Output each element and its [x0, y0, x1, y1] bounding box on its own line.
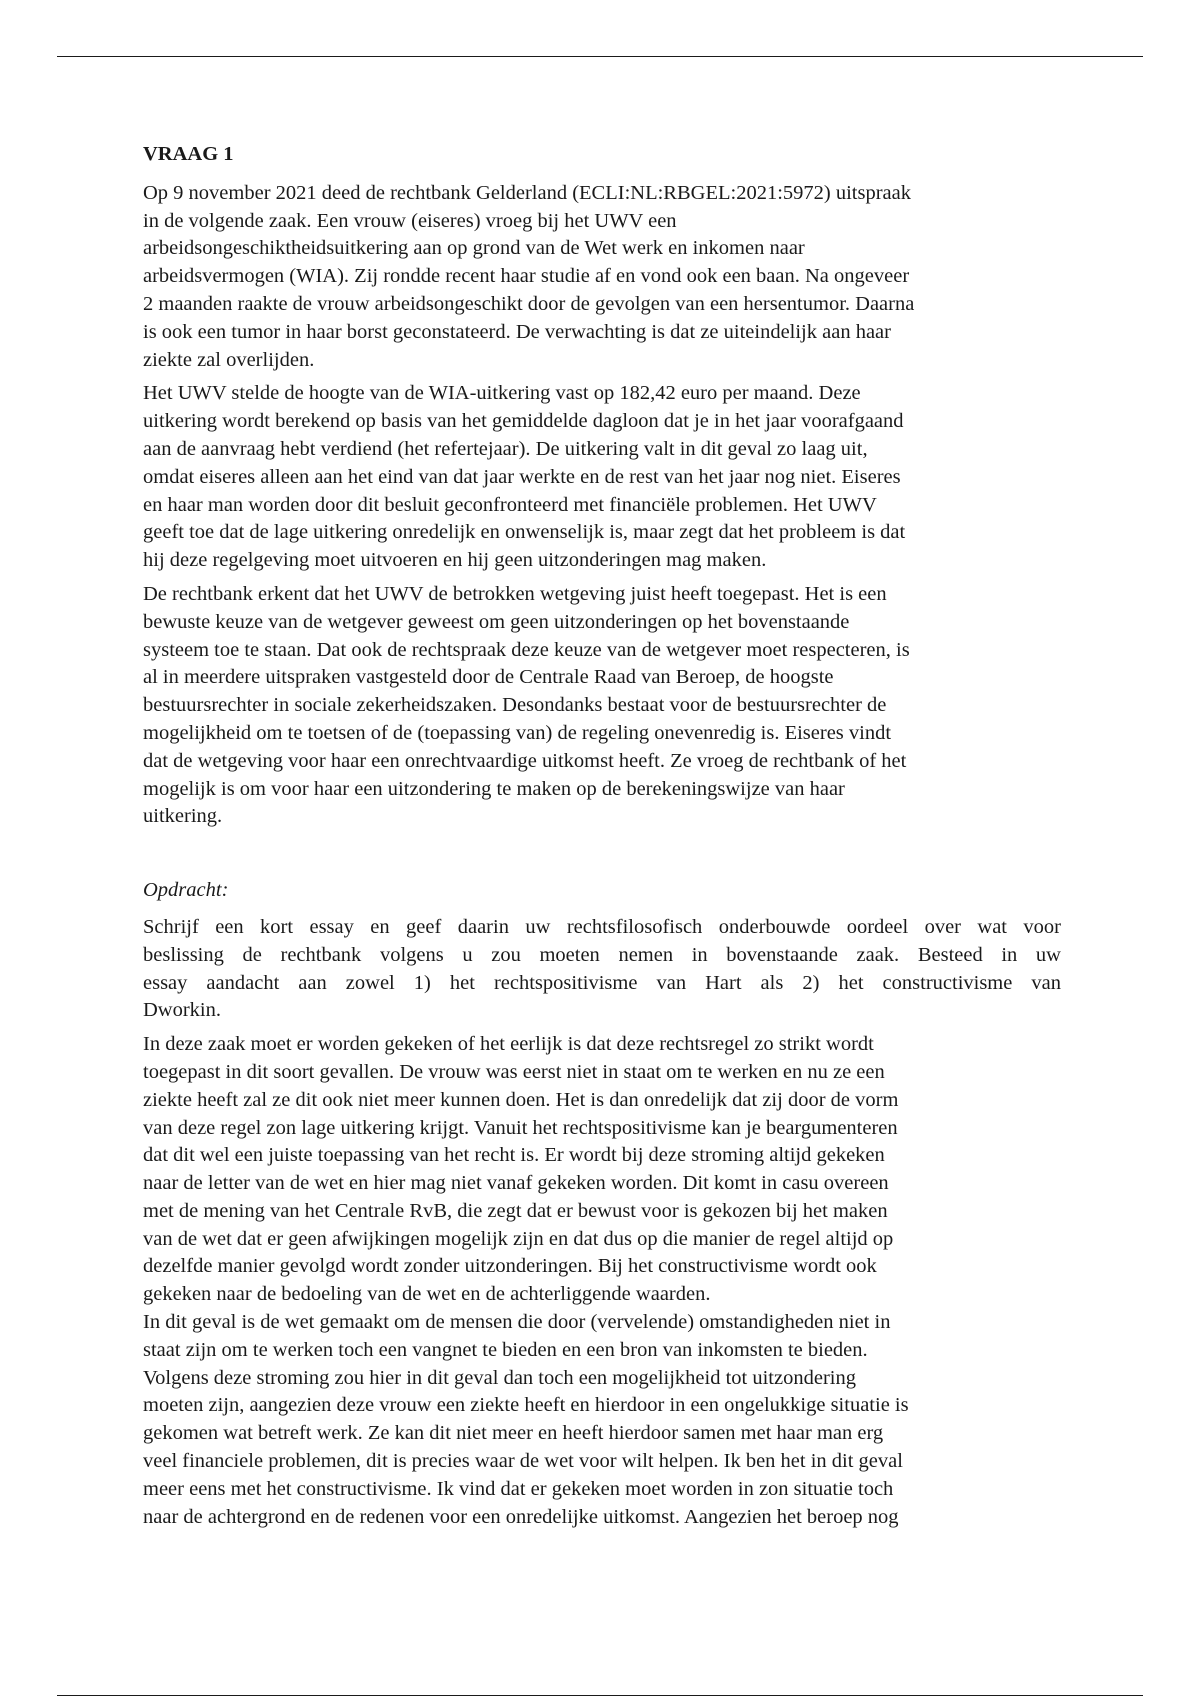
text-line: in de volgende zaak. Een vrouw (eiseres) vroeg bij het UWV een [143, 209, 677, 232]
text-line: gekeken naar de bedoeling van de wet en de achterliggende waarden. [143, 1283, 711, 1306]
text-line: 2 maanden raakte de vrouw arbeidsongeschikt door de gevolgen van een hersentumor. Daarna [143, 292, 915, 315]
text-line: gekomen wat betreft werk. Ze kan dit niet meer en heeft hierdoor samen met haar man erg [143, 1422, 884, 1445]
text-line: naar de achtergrond en de redenen voor een onredelijke uitkomst. Aangezien het beroep nog [143, 1505, 899, 1528]
document-body [143, 141, 1061, 1531]
text-line: mogelijkheid om te toetsen of de (toepassing van) de regeling onevenredig is. Eiseres vindt [143, 721, 892, 744]
header-rule [57, 56, 1143, 57]
text-line: van deze regel zon lage uitkering krijgt. Vanuit het rechtspositivisme kan je beargumenteren [143, 1116, 898, 1139]
text-line: uitkering wordt berekend op basis van het gemiddelde dagloon dat je in het jaar voorafgaand [143, 410, 904, 433]
text-line: veel financiele problemen, dit is precies waar de wet voor wilt helpen. Ik ben het in dit geval [143, 1450, 903, 1473]
text-line: arbeidsvermogen (WIA). Zij rondde recent haar studie af en vond ook een baan. Na ongeveer [143, 265, 910, 288]
text-line: dat de wetgeving voor haar een onrechtvaardige uitkomst heeft. Ze vroeg de rechtbank of het [143, 749, 907, 772]
text-line: uitkering. [143, 805, 223, 828]
text-line: dezelfde manier gevolgd wordt zonder uitzonderingen. Bij het constructivisme wordt ook [143, 1255, 877, 1278]
text-line: ziekte heeft zal ze dit ook niet meer kunnen doen. Het is dan onredelijk dat zij door de vorm [143, 1088, 899, 1111]
text-line: staat zijn om te werken toch een vangnet te bieden en een bron van inkomsten te bieden. [143, 1338, 868, 1361]
text-line: mogelijk is om voor haar een uitzondering te maken op de berekeningswijze van haar [143, 777, 845, 800]
text-line: hij deze regelgeving moet uitvoeren en hij geen uitzonderingen mag maken. [143, 549, 767, 572]
text-line: naar de letter van de wet en hier mag niet vanaf gekeken worden. Dit komt in casu overeen [143, 1172, 889, 1195]
answer-paragraph-1 [143, 1031, 1061, 1309]
text-line: van de wet dat er geen afwijkingen mogelijk zijn en dat dus op die manier de regel altijd op [143, 1227, 894, 1250]
text-line: bewuste keuze van de wetgever geweest om geen uitzonderingen op het bovenstaande [143, 610, 850, 633]
text-line: toegepast in dit soort gevallen. De vrouw was eerst niet in staat om te werken en nu ze een [143, 1060, 885, 1083]
text-line: bestuursrechter in sociale zekerheidszaken. Desondanks bestaat voor de bestuursrechter de [143, 694, 887, 717]
text-line: meer eens met het constructivisme. Ik vind dat er gekeken moet worden in zon situatie toch [143, 1477, 894, 1500]
text-line: Op 9 november 2021 deed de rechtbank Gelderland (ECLI:NL:RBGEL:2021:5972) uitspraak [143, 181, 911, 204]
text-line: is ook een tumor in haar borst geconstateerd. De verwachting is dat ze uiteindelijk aan haar [143, 320, 891, 343]
footer-rule [57, 1695, 1143, 1696]
text-line: aan de aanvraag hebt verdiend (het refertejaar). De uitkering valt in dit geval zo laag uit, [143, 437, 868, 460]
task-label: Opdracht: [143, 879, 229, 902]
text-line: essay aandacht aan zowel 1) het rechtspositivisme van Hart als 2) het constructivisme van [143, 971, 1061, 994]
text-line: al in meerdere uitspraken vastgesteld door de Centrale Raad van Beroep, de hoogste [143, 666, 834, 689]
text-line: arbeidsongeschiktheidsuitkering aan op grond van de Wet werk en inkomen naar [143, 237, 805, 260]
text-line: Schrijf een kort essay en geef daarin uw rechtsfilosofisch onderbouwde oordeel over wat voor [143, 915, 1061, 938]
text-line: Het UWV stelde de hoogte van de WIA-uitkering vast op 182,42 euro per maand. Deze [143, 382, 861, 405]
text-line: moeten zijn, aangezien deze vrouw een ziekte heeft en hierdoor in een ongelukkige situatie is [143, 1394, 909, 1417]
text-line: dat dit wel een juiste toepassing van het recht is. Er wordt bij deze stroming altijd gekeken [143, 1144, 885, 1167]
text-line: omdat eiseres alleen aan het eind van dat jaar werkte en de rest van het jaar nog niet. Eiseres [143, 465, 901, 488]
text-line: beslissing de rechtbank volgens u zou moeten nemen in bovenstaande zaak. Besteed in uw [143, 943, 1061, 966]
text-line: systeem toe te staan. Dat ook de rechtspraak deze keuze van de wetgever moet respecteren, is [143, 638, 910, 661]
text-line: ziekte zal overlijden. [143, 348, 315, 371]
case-paragraph-1 [143, 180, 1061, 375]
text-line: met de mening van het Centrale RvB, die zegt dat er bewust voor is gekozen bij het maken [143, 1199, 888, 1222]
text-line: geeft toe dat de lage uitkering onredelijk en onwenselijk is, maar zegt dat het probleem is dat [143, 521, 906, 544]
task-paragraph [143, 914, 1061, 1025]
text-line: In deze zaak moet er worden gekeken of het eerlijk is dat deze rechtsregel zo strikt wordt [143, 1033, 874, 1056]
question-heading: VRAAG 1 [143, 143, 234, 165]
text-line: Dworkin. [143, 999, 222, 1022]
case-paragraph-3 [143, 581, 1061, 831]
text-line: In dit geval is de wet gemaakt om de mensen die door (vervelende) omstandigheden niet in [143, 1311, 891, 1334]
text-line: en haar man worden door dit besluit geconfronteerd met financiële problemen. Het UWV [143, 493, 877, 516]
text-line: Volgens deze stroming zou hier in dit geval dan toch een mogelijkheid tot uitzondering [143, 1366, 856, 1389]
case-paragraph-2 [143, 380, 1061, 575]
answer-paragraph-2 [143, 1309, 1061, 1531]
text-line: De rechtbank erkent dat het UWV de betrokken wetgeving juist heeft toegepast. Het is een [143, 582, 887, 605]
